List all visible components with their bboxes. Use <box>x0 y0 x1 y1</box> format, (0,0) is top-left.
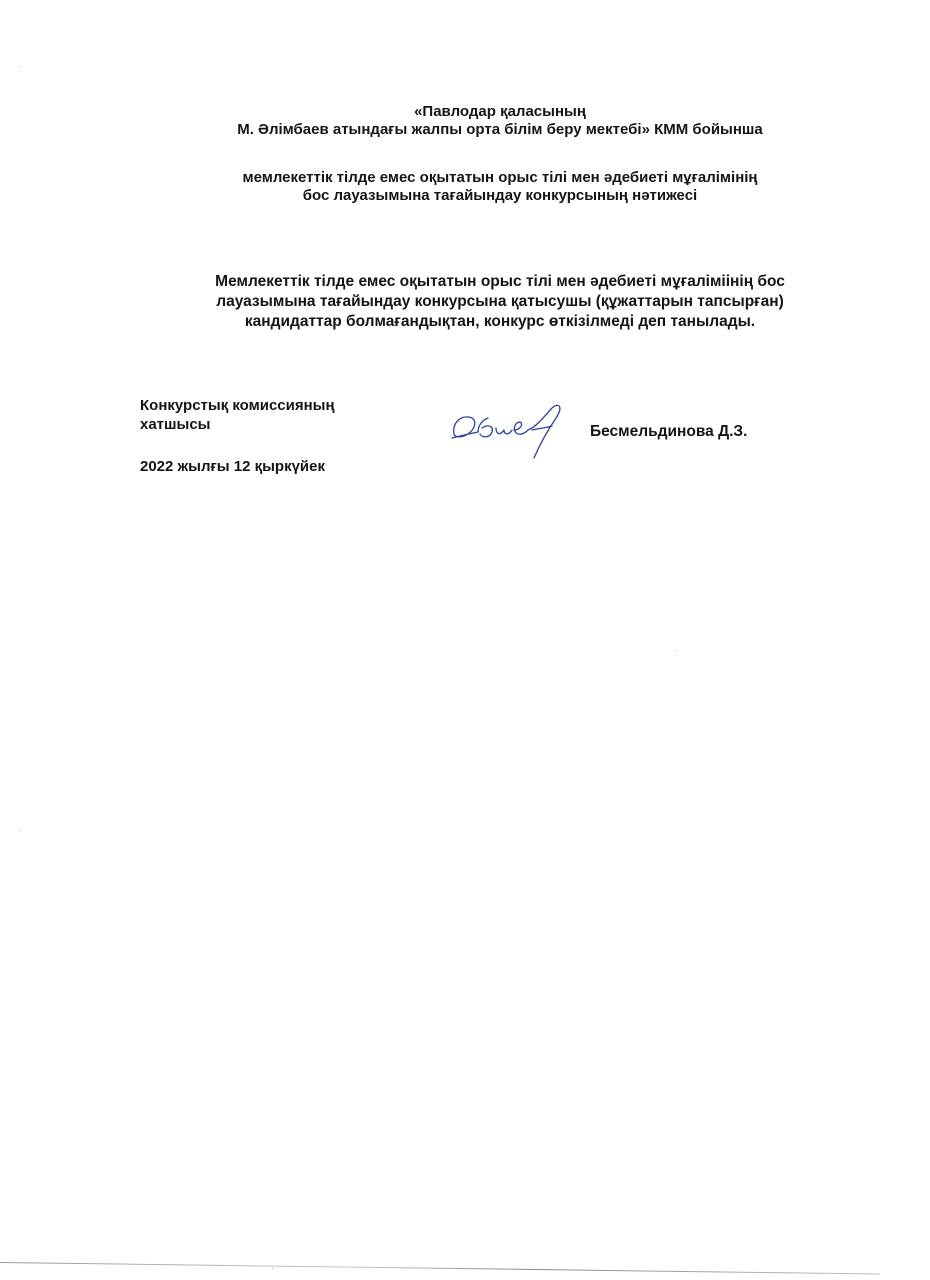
title-line-2: бос лауазымына тағайындау конкурсының нәтижесі <box>302 187 698 204</box>
scan-speck <box>20 830 21 831</box>
header-line-2: М. Әлімбаев атындағы жалпы орта білім беру мектебі» КММ бойынша <box>237 121 763 138</box>
signature-stroke-d <box>452 417 478 438</box>
statement-line-2: лауазымына тағайындау конкурсына қатысушы (құжаттарын тапсырған) <box>216 293 784 310</box>
signature-stroke-b <box>478 418 492 437</box>
result-statement <box>150 272 850 332</box>
title-line-1: мемлекеттік тілде емес оқытатын орыс тілі мен әдебиеті мұғалімінің <box>242 169 758 186</box>
handwritten-signature <box>448 400 573 462</box>
statement-line-1: Мемлекеттік тілде емес оқытатын орыс тілі мен әдебиеті мұғаліміінің бос <box>215 273 785 290</box>
scan-speck <box>272 1268 273 1269</box>
scan-edge-line <box>0 1262 880 1275</box>
role-line-1: Конкурстық комиссияның <box>140 397 335 414</box>
signatory-name: Бесмельдинова Д.З. <box>590 423 748 440</box>
signature-stroke-i <box>496 428 512 434</box>
scan-speck <box>676 650 677 651</box>
role-line-2: хатшысы <box>140 416 211 433</box>
document-title <box>150 169 850 205</box>
signature-stroke-f <box>528 405 560 458</box>
scan-speck <box>20 66 21 67</box>
signatory-role <box>140 396 400 434</box>
statement-line-3: кандидаттар болмағандықтан, конкурс өткізілмеді деп танылады. <box>244 313 756 330</box>
document-header <box>150 103 850 139</box>
signature-stroke-e <box>514 422 528 434</box>
document-date: 2022 жылғы 12 қыркүйек <box>140 458 325 475</box>
header-line-1: «Павлодар қаласының <box>414 103 586 120</box>
